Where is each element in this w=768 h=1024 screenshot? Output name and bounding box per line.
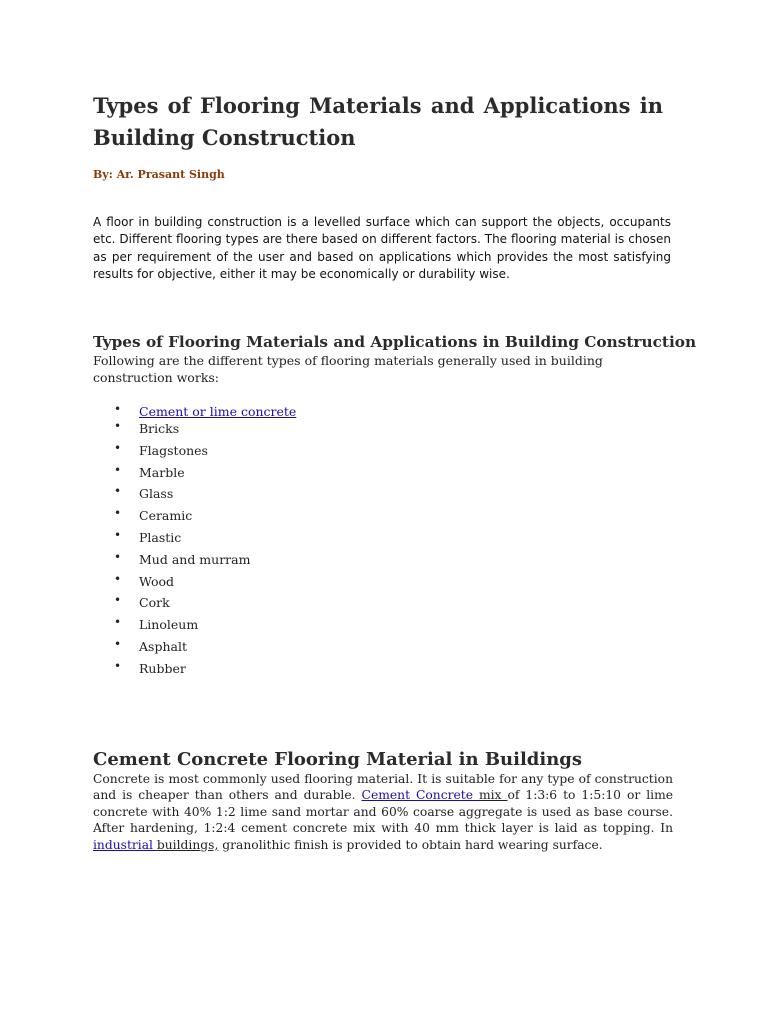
bullet-icon: • — [114, 571, 122, 586]
buildings-text: buildings, — [156, 837, 219, 852]
list-item — [93, 508, 296, 530]
industrial-link[interactable]: industrial — [93, 837, 157, 852]
list-item — [93, 462, 296, 487]
list-item — [93, 571, 296, 596]
list-item-label: Linoleum — [139, 617, 199, 633]
bullet-icon: • — [114, 419, 122, 433]
bullet-icon: • — [114, 658, 122, 673]
bullet-icon: • — [114, 527, 122, 542]
list-item-label: Glass — [139, 486, 174, 502]
section-lead-text: Following are the different types of flooring materials generally used in building construction works: — [93, 353, 603, 385]
bullet-icon: • — [114, 615, 122, 630]
paragraph-text: of 1:3:6 to 1:5:10 or lime concrete with 40% 1:2 lime sand mortar and 60% coarse aggregate is used as base course. After hardening, 1:2:4 cement concrete mix with 40 mm thick layer is laid as topping. In — [93, 788, 674, 836]
list-item — [93, 636, 296, 661]
list-item — [93, 549, 296, 574]
section-heading-cement-concrete: Cement Concrete Flooring Material in Buildings — [93, 749, 583, 770]
cement-concrete-link[interactable]: Cement Concrete — [361, 788, 479, 803]
paragraph-text: Concrete is most commonly used flooring material. It is suitable for any type of construction and is cheaper than others and durable. — [93, 772, 673, 803]
list-item — [93, 658, 296, 683]
bullet-icon: • — [114, 484, 122, 499]
list-item-label: Plastic — [139, 529, 182, 545]
list-item-label: Cork — [139, 595, 170, 611]
list-item — [93, 440, 296, 465]
bullet-icon: • — [114, 593, 122, 608]
section-heading-types: Types of Flooring Materials and Applications in Building Construction — [93, 333, 697, 351]
intro-paragraph: A floor in building construction is a levelled surface which can support the objects, occupants etc. Different flooring types are there based on different factors. The flooring material is chosen as per requirement of the user and based on applications which provides the most satisfying results for objective, either it may be economically or durability wise. — [93, 215, 671, 282]
document-title: Types of Flooring Materials and Applications in Building Construction — [93, 93, 663, 150]
list-item-label: Marble — [139, 464, 185, 480]
bullet-icon: • — [114, 549, 122, 564]
list-item-label: Asphalt — [139, 638, 187, 654]
bullet-icon: • — [114, 402, 122, 416]
flooring-materials-list — [93, 404, 296, 683]
list-item-label: Mud and murram — [139, 551, 251, 567]
list-item-label: Ceramic — [139, 508, 193, 524]
list-item-label: Bricks — [139, 421, 180, 436]
list-item[interactable] — [93, 404, 296, 421]
list-item — [93, 421, 296, 443]
author-byline: By: Ar. Prasant Singh — [93, 168, 225, 181]
list-item-label: Rubber — [139, 660, 186, 676]
bullet-icon: • — [114, 636, 122, 651]
paragraph-text: granolithic finish is provided to obtain hard wearing surface. — [218, 837, 603, 852]
list-item — [93, 595, 296, 617]
cement-concrete-paragraph — [93, 771, 673, 853]
list-item — [93, 486, 296, 508]
list-item-link[interactable]: Cement or lime concrete — [139, 404, 297, 419]
bullet-icon: • — [114, 506, 122, 521]
list-item — [93, 617, 296, 639]
bullet-icon: • — [114, 462, 122, 477]
list-item-label: Flagstones — [139, 442, 208, 458]
list-item — [93, 527, 296, 552]
list-item-label: Wood — [139, 573, 175, 589]
mix-text: mix — [478, 788, 508, 803]
bullet-icon: • — [114, 440, 122, 455]
